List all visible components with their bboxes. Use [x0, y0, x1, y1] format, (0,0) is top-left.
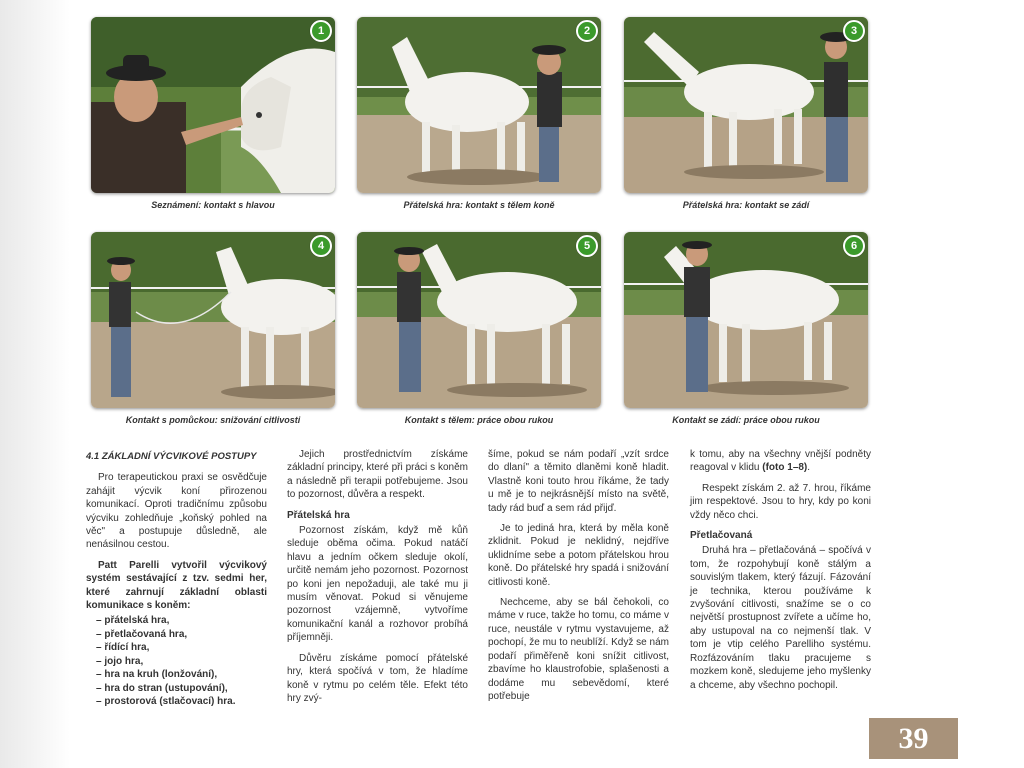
text-column-1 — [86, 448, 267, 708]
photo-2-number: 2 — [576, 20, 598, 42]
photo-3 — [624, 17, 868, 193]
photo-3-image — [624, 17, 868, 193]
paragraph-text: k tomu, aby na všechny vnější podněty reagoval v klidu — [690, 449, 871, 474]
photo-6 — [624, 232, 868, 408]
list-item: – prostorová (stlačovací) hra. — [96, 695, 236, 707]
list-item: – řídící hra, — [96, 642, 150, 654]
photo-6-number: 6 — [843, 235, 865, 257]
text-column-2 — [287, 448, 468, 712]
list-item: – přetlačovaná hra, — [96, 628, 188, 640]
page-gutter-shadow — [0, 0, 70, 768]
list-item: – přátelská hra, — [96, 615, 170, 627]
paragraph: Důvěru získáme pomocí přátelské hry, která spočívá v tom, že hladíme koně v rytmu po celém těle. Efekt této hry zvý- — [287, 652, 468, 704]
text-column-4 — [690, 448, 871, 699]
games-list — [96, 614, 267, 708]
photo-4-image — [91, 232, 335, 408]
photo-2-caption: Přátelská hra: kontakt s tělem koně — [403, 200, 555, 210]
paragraph: Je to jediná hra, která by měla koně zklidnit. Pokud je neklidný, nejdříve uklidníme sebe a potom přátelskou hrou koně. Do přátelské hry spadá i snižování citlivosti koně. — [488, 523, 669, 588]
photo-5 — [357, 232, 601, 408]
subheading: Přátelská hra — [287, 509, 350, 521]
photo-6-caption: Kontakt se zádí: práce obou rukou — [672, 415, 820, 425]
section-heading: 4.1 ZÁKLADNÍ VÝCVIKOVÉ POSTUPY — [86, 451, 257, 462]
subheading: Přetlačovaná — [690, 530, 753, 542]
photo-reference: (foto 1–8) — [762, 462, 808, 474]
paragraph: Respekt získám 2. až 7. hrou, říkáme jim respektové. Jsou to hry, kdy po koni vždy něco chci. — [690, 482, 871, 521]
list-item: – jojo hra, — [96, 655, 144, 667]
photo-2 — [357, 17, 601, 193]
list-item: – hra na kruh (lonžování), — [96, 669, 218, 681]
paragraph: Pro terapeutickou praxi se osvědčuje zahájit výcvik koní přirozenou komunikací. Oproti tradičnímu způsobu výcviku zohledňuje „koňský pohled na věc" a postupuje důsledně, ale nenásilnou cestou. — [86, 472, 267, 551]
photo-5-caption: Kontakt s tělem: práce obou rukou — [404, 415, 554, 425]
list-item: – hra do stran (ustupování), — [96, 682, 228, 694]
photo-3-caption: Přátelská hra: kontakt se zádí — [682, 200, 810, 210]
text-column-3 — [488, 448, 669, 710]
photo-6-image — [624, 232, 868, 408]
photo-5-image — [357, 232, 601, 408]
paragraph: šíme, pokud se nám podaří „vzít srdce do dlaní" a těmito dlaněmi koně hladit. Vlastně koni touto hrou říkáme, že tady u mě je to nejkrásnější místo na světě, tady rád buď a sem rád přijď. — [488, 449, 669, 514]
photo-1-number: 1 — [310, 20, 332, 42]
photo-3-number: 3 — [843, 20, 865, 42]
paragraph — [690, 448, 871, 475]
photo-1-caption: Seznámení: kontakt s hlavou — [151, 200, 275, 210]
page-number: 39 — [869, 718, 958, 759]
photo-4-number: 4 — [310, 235, 332, 257]
paragraph: Pozornost získám, když mě kůň sleduje oběma očima. Pokud natáčí hlavu a jedním očkem sleduje okolí, určitě nemám jeho pozornost. Pozornost po koni jen nepožaduji, ale také mu ji musím věnovat. Pokud si věnujeme pozornost vzájemně, vytvoříme komunikační kanál a rozhovor probíhá příjemněji. — [287, 525, 468, 644]
photo-5-number: 5 — [576, 235, 598, 257]
paragraph-text: . — [807, 462, 811, 474]
photo-2-image — [357, 17, 601, 193]
photo-4-caption: Kontakt s pomůckou: snižování citlivosti — [125, 415, 301, 425]
paragraph: Jejich prostřednictvím získáme základní principy, které při práci s koněm a následně při terapii potřebujeme. Jsou to pozornost, důvěra a respekt. — [287, 449, 468, 501]
paragraph: Patt Parelli vytvořil výcvikový systém sestávající z tzv. sedmi her, které zahrnují základní oblasti komunikace s koněm: — [86, 559, 267, 612]
photo-4 — [91, 232, 335, 408]
photo-1 — [91, 17, 335, 193]
photo-1-image — [91, 17, 335, 193]
paragraph: Nechceme, aby se bál čehokoli, co máme v ruce, takže ho tomu, co máme v ruce, neustále v rytmu vystavujeme, až pochopí, že mu to neublíží. Když se nám podaří přiměřeně koni snížit citlivost, zbavíme ho klaustrofobie, splašenosti a dodáme mu sebevědomí, které potřebuje — [488, 597, 669, 702]
paragraph: Druhá hra – přetlačováná – spočívá v tom, že rozpohybují koně stálým a souvislým tlakem, který fázují. Fázování je technika, kterou používáme k zvyšování citlivosti, snažíme se o co největší prostupnost zvířete a učíme ho, aby ustupoval na co nejmenší tlak. V tom je vtip celého Parelliho systému. Rozfázováním tlaku pracujeme s mozkem koně, sledujeme jeho myšlenky a chceme, aby všechno pochopil. — [690, 545, 871, 691]
